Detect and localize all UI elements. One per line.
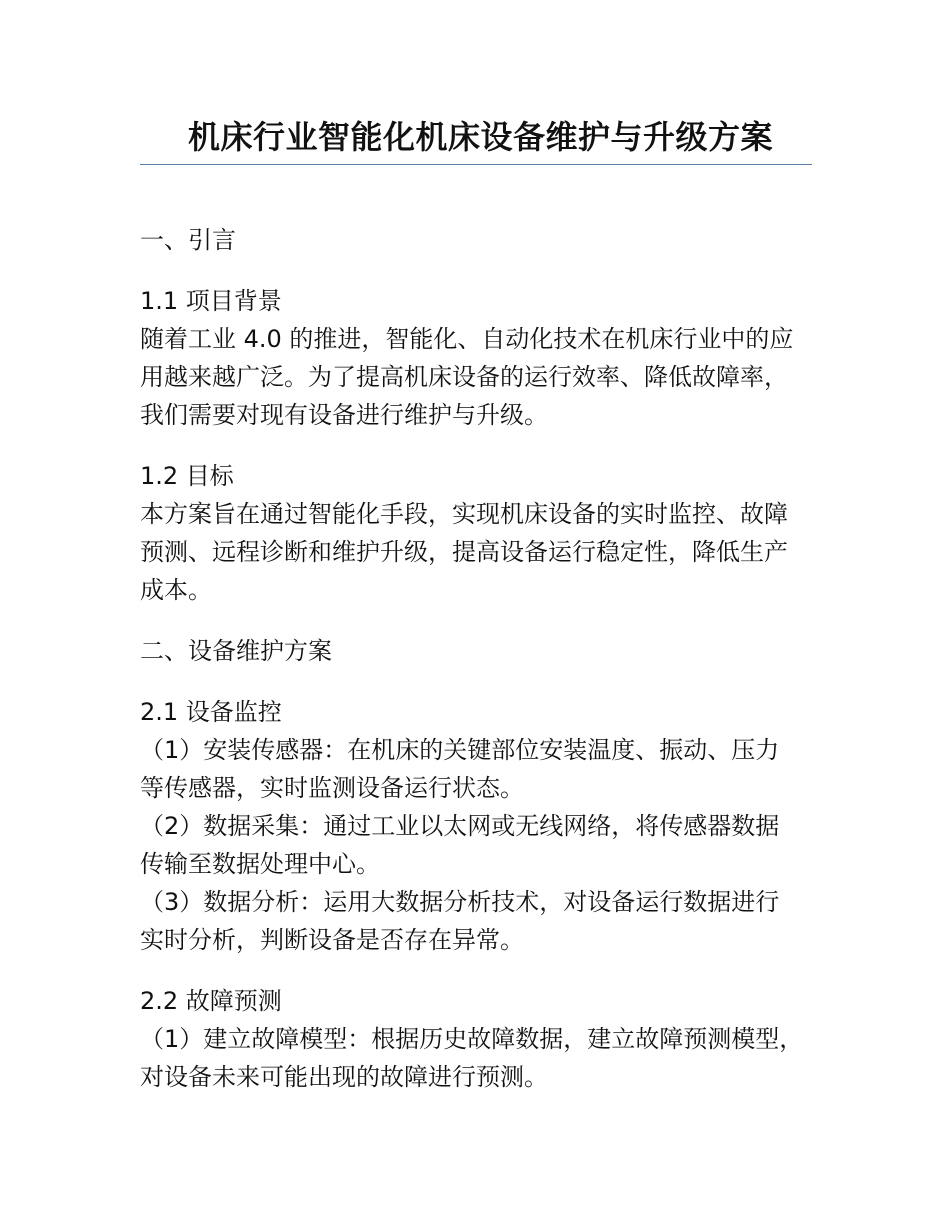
title-underline (140, 164, 812, 165)
section-heading-maintenance: 二、设备维护方案 (140, 637, 332, 665)
paragraph-line: 预测、远程诊断和维护升级，提高设备运行稳定性，降低生产 (140, 538, 788, 566)
paragraph-line: 成本。 (140, 576, 212, 604)
paragraph-line: 用越来越广泛。为了提高机床设备的运行效率、降低故障率， (140, 363, 788, 391)
list-item-line: 对设备未来可能出现的故障进行预测。 (140, 1063, 548, 1091)
subsection-heading-prediction: 2.2 故障预测 (140, 987, 282, 1015)
document-body (140, 221, 812, 1096)
document-title: 机床行业智能化机床设备维护与升级方案 (188, 118, 774, 156)
subsection-heading-monitoring: 2.1 设备监控 (140, 698, 282, 726)
subsection-heading-goals: 1.2 目标 (140, 462, 234, 490)
list-item-line: （1）安装传感器：在机床的关键部位安装温度、振动、压力 (140, 736, 780, 764)
list-item-line: （2）数据采集：通过工业以太网或无线网络，将传感器数据 (140, 812, 780, 840)
list-item-line: 实时分析，判断设备是否存在异常。 (140, 926, 524, 954)
list-item-line: （3）数据分析：运用大数据分析技术，对设备运行数据进行 (140, 888, 780, 916)
paragraph-line: 随着工业 4.0 的推进，智能化、自动化技术在机床行业中的应 (140, 325, 794, 353)
paragraph-line: 我们需要对现有设备进行维护与升级。 (140, 401, 548, 429)
subsection-heading-background: 1.1 项目背景 (140, 287, 282, 315)
list-item-line: （1）建立故障模型：根据历史故障数据，建立故障预测模型， (140, 1025, 804, 1053)
list-item-line: 传输至数据处理中心。 (140, 850, 380, 878)
section-heading-intro: 一、引言 (140, 226, 236, 254)
list-item-line: 等传感器，实时监测设备运行状态。 (140, 774, 524, 802)
paragraph-line: 本方案旨在通过智能化手段，实现机床设备的实时监控、故障 (140, 500, 788, 528)
